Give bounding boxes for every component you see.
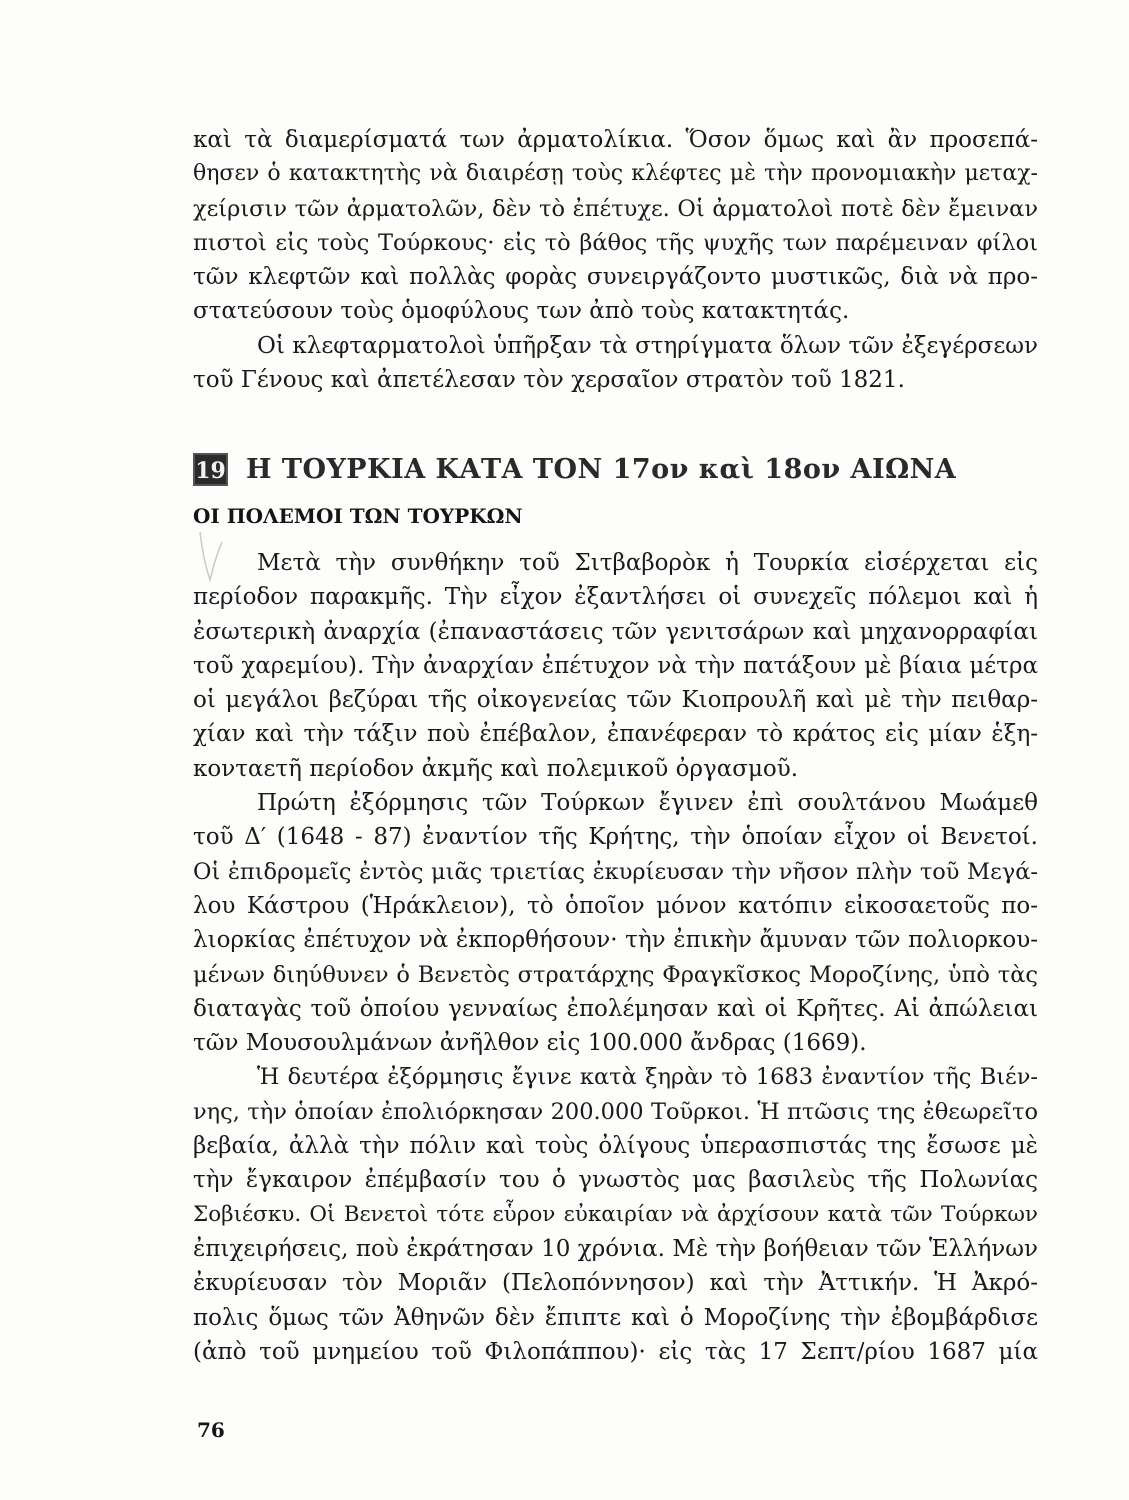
text-line: νης, τὴν ὁποίαν ἐπολιόρκησαν 200.000 Τοῦρκοι. Ἡ πτῶσις της ἐθεωρεῖτο [193,1098,1038,1125]
text-line: οἱ μεγάλοι βεζύραι τῆς οἰκογενείας τῶν Κιοπρουλῆ καὶ μὲ τὴν πειθαρ- [193,687,1038,714]
section-number-badge: 19 [193,453,228,486]
text-line: (ἀπὸ τοῦ μνημείου τοῦ Φιλοπάππου)· εἰς τὰς 17 Σεπτ/ρίου 1687 μία [193,1338,1038,1365]
text-line: Πρώτη ἐξόρμησις τῶν Τούρκων ἔγινεν ἐπὶ σουλτάνου Μωάμεθ [257,790,1038,817]
text-line: τοῦ Δ′ (1648 - 87) ἐναντίον τῆς Κρήτης, τὴν ὁποίαν εἶχον οἱ Βενετοί. [193,824,1038,851]
text-line: Ἡ δευτέρα ἐξόρμησις ἔγινε κατὰ ξηρὰν τὸ 1683 ἐναντίον τῆς Βιέν- [257,1064,1038,1091]
text-line: στατεύσουν τοὺς ὁμοφύλους των ἀπὸ τοὺς κατακτητάς. [193,298,850,325]
text-line: τοῦ χαρεμίου). Τὴν ἀναρχίαν ἐπέτυχον νὰ τὴν πατάξουν μὲ βίαια μέτρα [193,652,1038,679]
text-line: τῶν Μουσουλμάνων ἀνῆλθον εἰς 100.000 ἄνδρας (1669). [193,1030,867,1057]
text-line: πιστοὶ εἰς τοὺς Τούρκους· εἰς τὸ βάθος τῆς ψυχῆς των παρέμειναν φίλοι [193,229,1038,256]
text-line: λιορκίας ἐπέτυχον νὰ ἐκπορθήσουν· τὴν ἐπικὴν ἄμυναν τῶν πολιορκου- [193,927,1038,954]
section-heading [193,447,956,491]
text-line: Οἱ κλεφταρματολοὶ ὑπῆρξαν τὰ στηρίγματα ὅλων τῶν ἐξεγέρσεων [257,332,1038,359]
text-line: Οἱ ἐπιδρομεῖς ἐντὸς μιᾶς τριετίας ἐκυρίευσαν τὴν νῆσον πλὴν τοῦ Μεγά- [193,858,1038,885]
text-line: λου Κάστρου (Ἡράκλειον), τὸ ὁποῖον μόνον κατόπιν εἰκοσαετοῦς πο- [193,892,1038,919]
page-number: 76 [197,1418,225,1442]
text-line: χείρισιν τῶν ἀρματολῶν, δὲν τὸ ἐπέτυχε. Οἱ ἀρματολοὶ ποτὲ δὲν ἔμειναν [193,195,1038,222]
text-line: πολις ὅμως τῶν Ἀθηνῶν δὲν ἔπιπτε καὶ ὁ Μοροζίνης τὴν ἐβομβάρδισε [193,1304,1038,1331]
text-line: Μετὰ τὴν συνθήκην τοῦ Σιτβαβορὸκ ἡ Τουρκία εἰσέρχεται εἰς [257,550,1038,576]
text-line: διαταγὰς τοῦ ὁποίου γενναίως ἐπολέμησαν καὶ οἱ Κρῆτες. Αἱ ἀπώλειαι [193,995,1038,1022]
text-line: ἐπιχειρήσεις, ποὺ ἐκράτησαν 10 χρόνια. Μὲ τὴν βοήθειαν τῶν Ἑλλήνων [193,1235,1038,1262]
text-line: θησεν ὁ κατακτητὴς νὰ διαιρέσῃ τοὺς κλέφτες μὲ τὴν προνομιακὴν μεταχ- [193,161,1038,187]
text-line: μένων διηύθυνεν ὁ Βενετὸς στρατάρχης Φραγκῖσκος Μοροζίνης, ὑπὸ τὰς [193,961,1038,988]
text-line: βεβαία, ἀλλὰ τὴν πόλιν καὶ τοὺς ὀλίγους ὑπερασπιστάς της ἔσωσε μὲ [193,1133,1038,1160]
text-line: Σοβιέσκυ. Οἱ Βενετοὶ τότε εὗρον εὐκαιρίαν νὰ ἀρχίσουν κατὰ τῶν Τούρκων [193,1201,1038,1227]
text-line: περίοδον παρακμῆς. Τὴν εἶχον ἐξαντλήσει οἱ συνεχεῖς πόλεμοι καὶ ἡ [193,584,1038,611]
text-line: ἐκυρίευσαν τὸν Μοριᾶν (Πελοπόννησον) καὶ τὴν Ἀττικήν. Ἡ Ἀκρό- [193,1270,1038,1297]
subheading: ΟΙ ΠΟΛΕΜΟΙ ΤΩΝ ΤΟΥΡΚΩΝ [193,504,523,528]
text-line: καὶ τὰ διαμερίσματά των ἀρματολίκια. Ὅσον ὅμως καὶ ἂν προσεπά- [193,127,1038,153]
text-line: χίαν καὶ τὴν τάξιν ποὺ ἐπέβαλον, ἐπανέφεραν τὸ κράτος εἰς μίαν ἑξη- [193,721,1038,748]
text-line: κονταετῆ περίοδον ἀκμῆς καὶ πολεμικοῦ ὀργασμοῦ. [193,755,799,782]
paragraph-block-armatoloi [193,123,1038,397]
section-title: Η ΤΟΥΡΚΙΑ ΚΑΤΑ ΤΟΝ 17ον καὶ 18ον ΑΙΩΝΑ [246,453,957,485]
text-line: τοῦ Γένους καὶ ἀπετέλεσαν τὸν χερσαῖον στρατὸν τοῦ 1821. [193,367,905,394]
text-line: τῶν κλεφτῶν καὶ πολλὰς φορὰς συνειργάζοντο μυστικῶς, διὰ νὰ προ- [193,264,1038,291]
text-line: ἐσωτερικὴ ἀναρχία (ἐπαναστάσεις τῶν γενιτσάρων καὶ μηχανορραφίαι [193,618,1038,645]
paragraph-block-turkish-wars [193,546,1038,1369]
text-line: τὴν ἔγκαιρον ἐπέμβασίν του ὁ γνωστὸς μας βασιλεὺς τῆς Πολωνίας [193,1167,1038,1194]
